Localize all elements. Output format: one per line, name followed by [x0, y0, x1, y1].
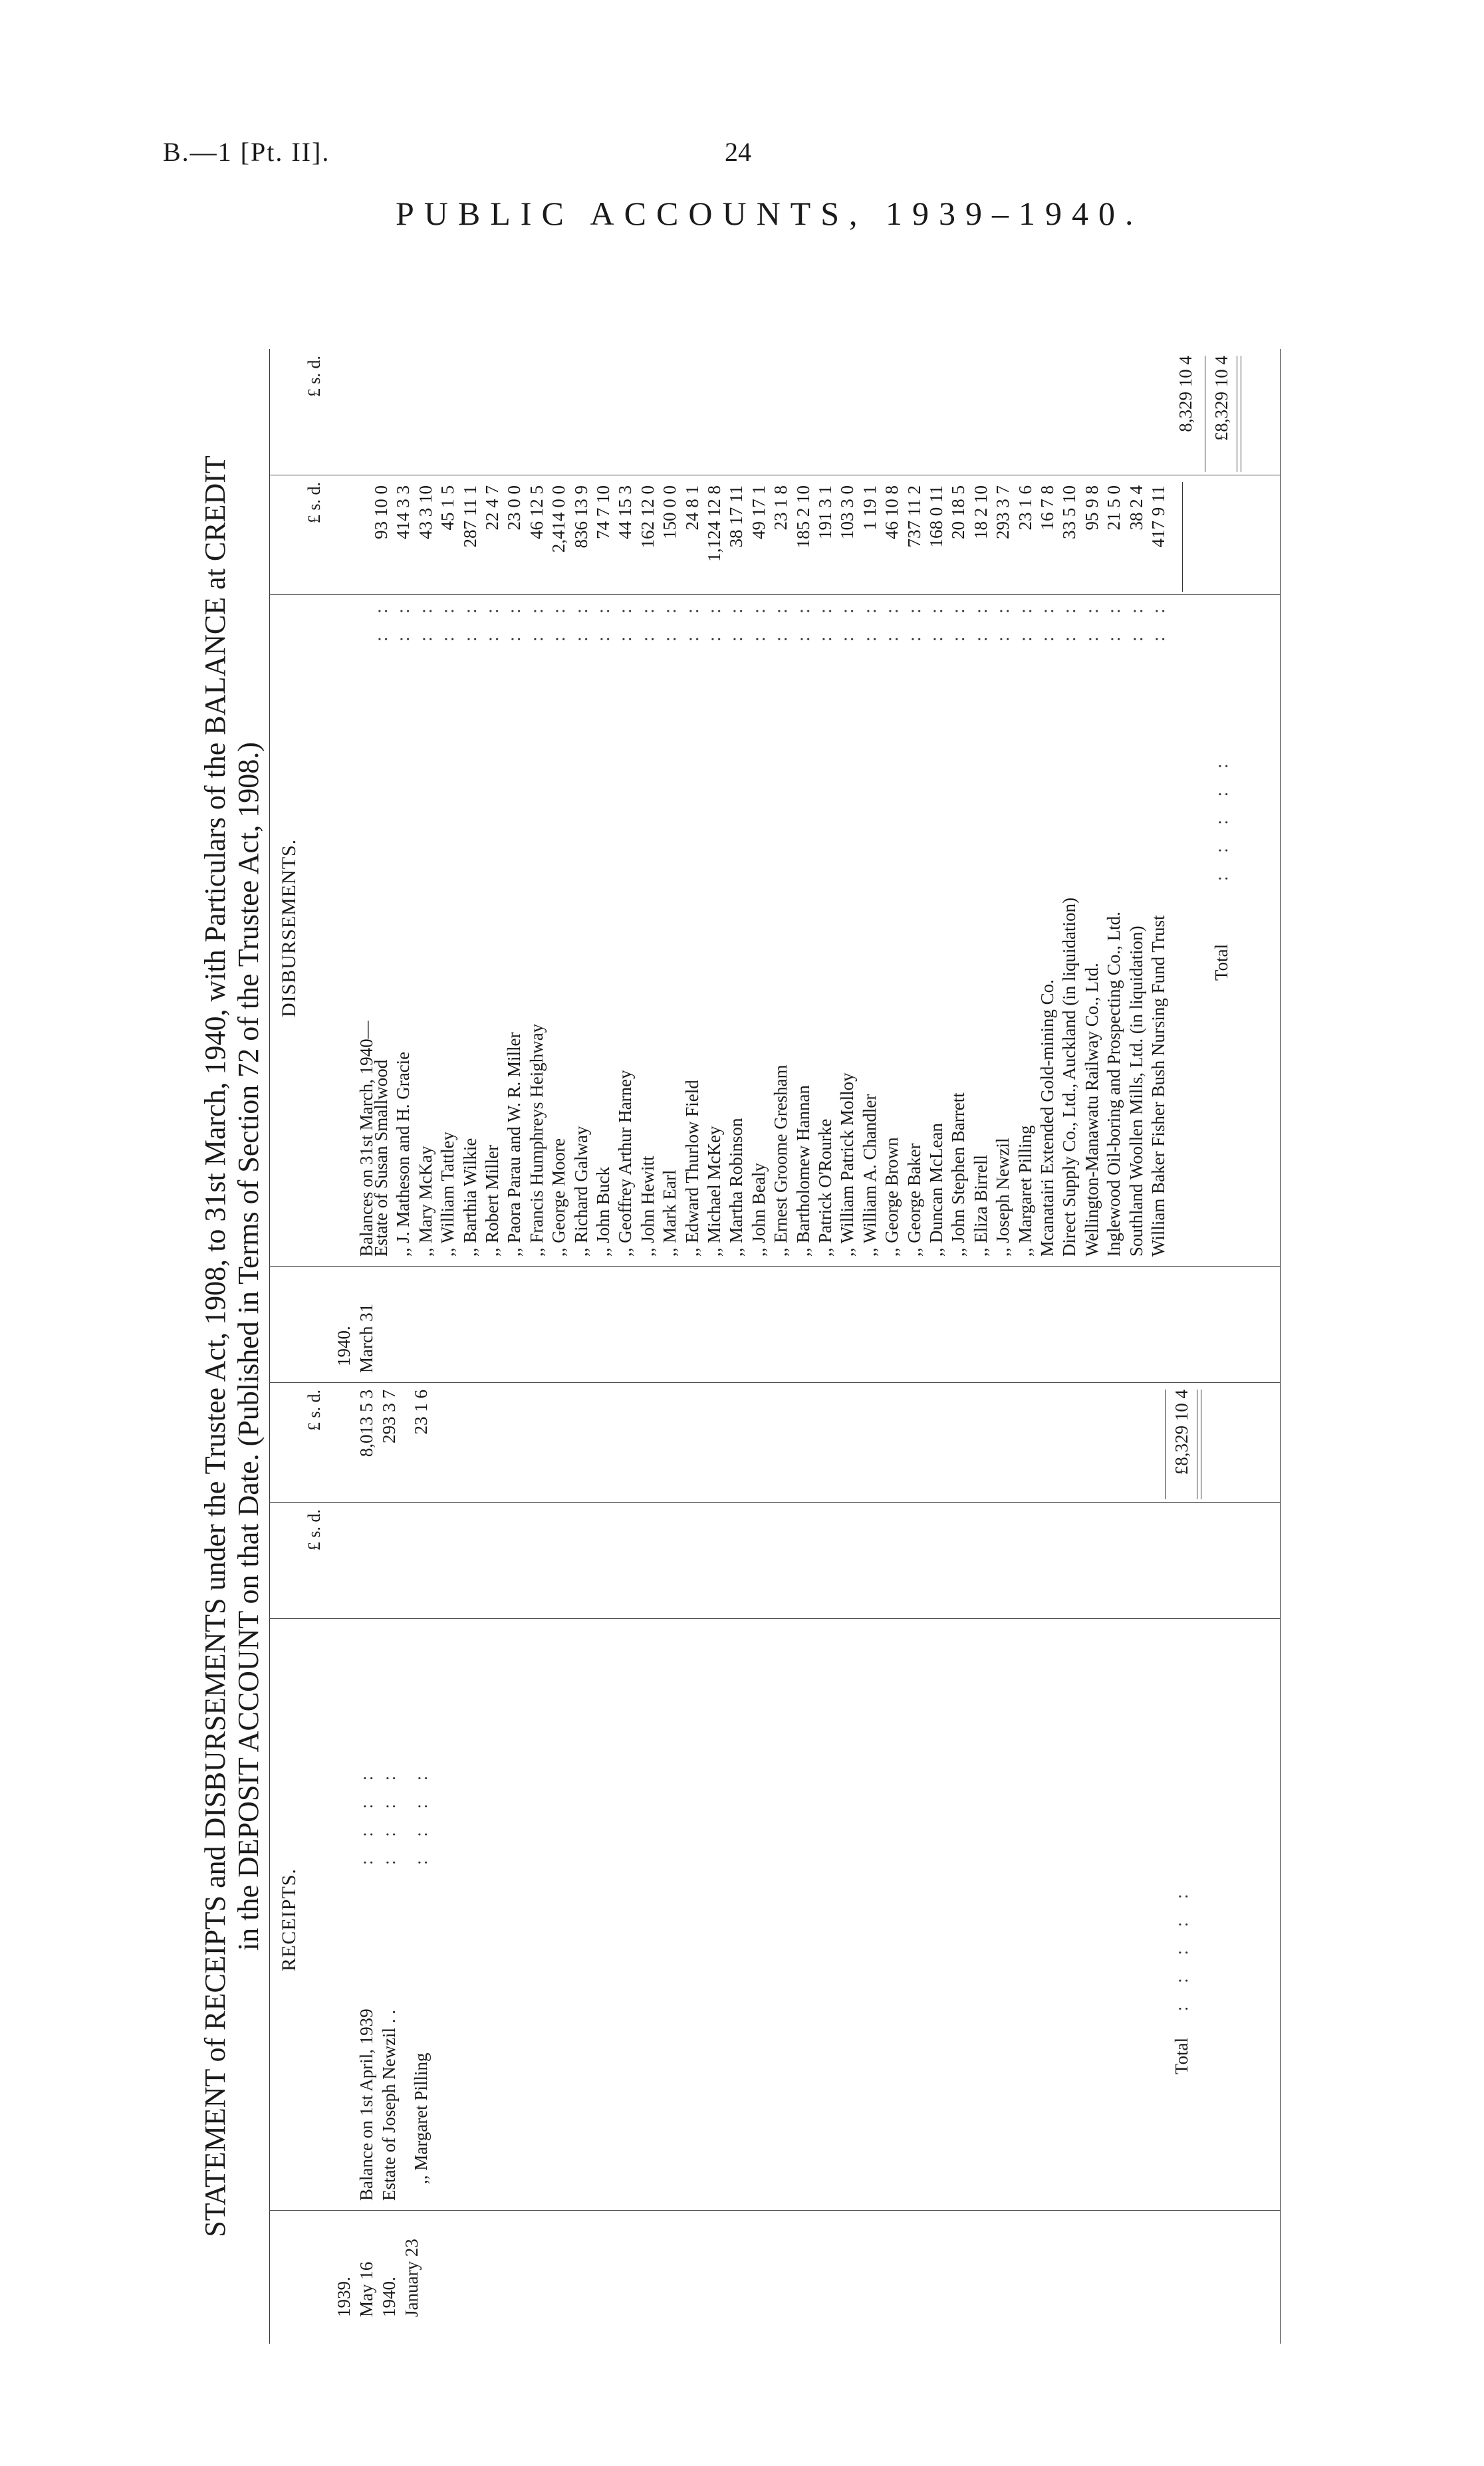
- receipts-unit-col2: £ s. d.: [305, 1390, 324, 1431]
- disbursement-leader: : :: [660, 599, 680, 642]
- disbursement-description: ,, J. Matheson and H. Gracie: [393, 1051, 414, 1257]
- disbursement-amount: 49 17 1: [748, 485, 769, 539]
- receipt-date: 1939.: [334, 2277, 354, 2317]
- disbursement-amount: 293 3 7: [993, 485, 1013, 539]
- disbursement-leader: : :: [748, 599, 769, 642]
- disbursement-description: Direct Supply Co., Ltd., Auckland (in liquidation): [1059, 898, 1080, 1257]
- disb-date-day: March 31: [356, 1303, 376, 1373]
- disbursement-leader: : :: [948, 599, 969, 642]
- disbursement-leader: : :: [904, 599, 924, 642]
- receipts-col1-divider: [269, 1618, 1280, 1619]
- disbursement-leader: : :: [1126, 599, 1146, 642]
- disb-subtotal: 8,329 10 4: [1175, 356, 1195, 432]
- receipt-leader: : : : :: [411, 1766, 431, 1865]
- running-head: PUBLIC ACCOUNTS, 1939–1940.: [396, 195, 1144, 232]
- disb-col1-divider: [269, 594, 1280, 595]
- disbursement-leader: : :: [459, 599, 480, 642]
- statement-subtitle: in the DEPOSIT ACCOUNT on that Date. (Published in Terms of Section 72 of the Trustee Act, 1908.): [232, 742, 265, 1951]
- receipt-date: May 16: [356, 2261, 376, 2317]
- disbursement-leader: : :: [1037, 599, 1057, 642]
- disbursement-leader: : :: [882, 599, 902, 642]
- disbursement-amount: 74 7 10: [593, 485, 613, 539]
- disbursement-description: ,, William Patrick Molloy: [837, 1072, 858, 1257]
- disbursement-description: ,, George Moore: [549, 1138, 569, 1257]
- disb-intro: Balances on 31st March, 1940—: [356, 1021, 376, 1257]
- page-reference: B.—1 [Pt. II].: [163, 137, 330, 167]
- disbursement-leader: : :: [549, 599, 569, 642]
- disbursement-description: ,, Joseph Newzil: [993, 1138, 1013, 1257]
- receipt-date: 1940.: [379, 2277, 399, 2317]
- disbursement-description: ,, George Baker: [904, 1143, 924, 1257]
- disbursement-amount: 16 7 8: [1037, 485, 1057, 531]
- disbursement-leader: : :: [837, 599, 858, 642]
- disbursement-amount: 185 2 10: [793, 485, 813, 549]
- disbursement-leader: : :: [926, 599, 946, 642]
- receipts-total-label: Total: [1172, 2037, 1191, 2074]
- disbursement-leader: : :: [393, 599, 414, 642]
- disbursement-amount: 45 1 5: [437, 485, 458, 531]
- disbursement-description: ,, John Buck: [593, 1167, 613, 1257]
- disbursement-description: ,, William A. Chandler: [859, 1094, 880, 1257]
- disbursements-heading: DISBURSEMENTS.: [278, 838, 300, 1017]
- disbursement-leader: : :: [526, 599, 547, 642]
- receipt-leader: : : : :: [356, 1766, 376, 1865]
- disbursement-amount: 287 11 1: [459, 485, 480, 548]
- disbursement-leader: : :: [637, 599, 658, 642]
- disbursement-amount: 103 3 0: [837, 485, 858, 539]
- disbursement-amount: 191 3 1: [815, 485, 835, 539]
- disbursement-amount: 417 9 11: [1148, 485, 1168, 548]
- disbursement-leader: : :: [726, 599, 747, 642]
- statement-title: STATEMENT of RECEIPTS and DISBURSEMENTS under the Trustee Act, 1908, to 31st March, 1940, with Particulars of the BALANCE at CREDIT: [199, 455, 231, 2237]
- disbursement-leader: : :: [615, 599, 636, 642]
- disbursement-description: Mcanatairi Extended Gold-mining Co.: [1037, 979, 1057, 1257]
- disbursement-amount: 22 4 7: [482, 485, 502, 531]
- disbursement-amount: 737 11 2: [904, 485, 924, 548]
- disbursement-leader: : :: [681, 599, 702, 642]
- receipts-col2-divider: [269, 1502, 1280, 1503]
- disbursement-amount: 33 5 10: [1059, 485, 1080, 539]
- disbursement-leader: : :: [371, 599, 391, 642]
- disbursement-amount: 414 3 3: [393, 485, 414, 539]
- disbursement-leader: : :: [570, 599, 591, 642]
- disbursement-description: ,, Patrick O'Rourke: [815, 1118, 835, 1257]
- disbursement-leader: : :: [859, 599, 880, 642]
- disbursement-amount: 95 9 8: [1081, 485, 1102, 531]
- disbursement-amount: 93 10 0: [371, 485, 391, 539]
- disb-total: £8,329 10 4: [1211, 356, 1231, 441]
- disbursement-description: ,, Michael McKey: [704, 1126, 724, 1257]
- disbursement-amount: 1,124 12 8: [704, 485, 724, 562]
- receipt-description: Balance on 1st April, 1939: [356, 2009, 376, 2201]
- disbursement-amount: 2,414 0 0: [549, 485, 569, 553]
- receipt-leader: : : : :: [379, 1766, 399, 1865]
- receipts-unit-col1: £ s. d.: [305, 1509, 324, 1551]
- disbursement-description: ,, George Brown: [882, 1137, 902, 1257]
- disbursement-amount: 38 17 11: [726, 485, 747, 548]
- disbursement-description: ,, Martha Robinson: [726, 1118, 747, 1257]
- disbursement-leader: : :: [415, 599, 435, 642]
- disbursement-description: ,, Edward Thurlow Field: [681, 1080, 702, 1257]
- disbursement-leader: : :: [1104, 599, 1124, 642]
- disb-unit-col1: £ s. d.: [305, 482, 324, 524]
- disbursement-leader: : :: [482, 599, 502, 642]
- disbursement-amount: 23 1 6: [1015, 485, 1035, 531]
- receipt-amount: 293 3 7: [379, 1390, 399, 1443]
- receipts-heading: RECEIPTS.: [278, 1868, 300, 1971]
- disbursement-amount: 38 2 4: [1126, 485, 1146, 531]
- disbursement-leader: : :: [593, 599, 613, 642]
- disbursement-description: ,, Barthia Wilkie: [459, 1138, 480, 1257]
- disb-total-leader: : : : : :: [1211, 754, 1231, 881]
- receipts-total: £8,329 10 4: [1172, 1390, 1191, 1475]
- disbursement-description: ,, Geoffrey Arthur Harney: [615, 1070, 636, 1257]
- table-top-rule: [269, 349, 270, 2344]
- disbursement-amount: 18 2 10: [970, 485, 991, 539]
- disbursement-leader: : :: [1015, 599, 1035, 642]
- disbursement-leader: : :: [704, 599, 724, 642]
- statement-table: [199, 349, 1297, 2344]
- disbursement-leader: : :: [504, 599, 525, 642]
- receipt-amount: 8,013 5 3: [356, 1390, 376, 1457]
- page-number: 24: [725, 137, 751, 167]
- disbursement-amount: 23 1 8: [771, 485, 791, 531]
- receipt-description: ,, Margaret Pilling: [411, 2052, 431, 2184]
- disbursement-description: ,, John Bealy: [748, 1163, 769, 1257]
- disbursement-description: ,, Robert Miller: [482, 1145, 502, 1257]
- disbursement-leader: : :: [993, 599, 1013, 642]
- disb-date-divider: [269, 1266, 1280, 1267]
- disbursement-leader: : :: [1148, 599, 1168, 642]
- disbursement-amount: 21 5 0: [1104, 485, 1124, 531]
- disbursement-description: ,, Margaret Pilling: [1015, 1125, 1035, 1257]
- disbursement-description: William Baker Fisher Bush Nursing Fund Trust: [1148, 915, 1168, 1257]
- receipt-description: Estate of Joseph Newzil . .: [379, 2009, 399, 2201]
- disbursement-description: Inglewood Oil-boring and Prospecting Co., Ltd.: [1104, 912, 1124, 1257]
- disbursement-description: ,, Mark Earl: [660, 1170, 680, 1257]
- receipts-total-rule-top: [1165, 1390, 1166, 1499]
- disbursement-description: ,, Mary McKay: [415, 1146, 435, 1257]
- disbursement-leader: : :: [437, 599, 458, 642]
- disbursement-amount: 150 0 0: [660, 485, 680, 539]
- disbursement-amount: 20 18 5: [948, 485, 969, 539]
- disbursement-description: ,, Eliza Birrell: [970, 1155, 991, 1257]
- disbursement-description: ,, William Tattley: [437, 1132, 458, 1257]
- receipts-total-leader: : : : : :: [1172, 1884, 1191, 2011]
- disbursement-leader: : :: [1059, 599, 1080, 642]
- disbursement-amount: 23 0 0: [504, 485, 525, 531]
- disbursement-description: ,, John Stephen Barrett: [948, 1092, 969, 1257]
- disbursement-amount: 46 10 8: [882, 485, 902, 539]
- disbursement-amount: 1 19 1: [859, 485, 880, 531]
- disb-unit-col2: £ s. d.: [305, 356, 324, 398]
- disbursement-amount: 168 0 11: [926, 485, 946, 548]
- center-divider: [269, 1382, 1280, 1383]
- disbursement-description: ,, Francis Humphreys Heighway: [526, 1023, 547, 1257]
- disb-subtotal-rule: [1182, 482, 1183, 592]
- disbursement-description: Estate of Susan Smallwood: [371, 1059, 391, 1257]
- disbursement-description: ,, Duncan McLean: [926, 1123, 946, 1257]
- disbursement-description: ,, Richard Galway: [570, 1126, 591, 1257]
- disbursement-description: ,, Paora Parau and W. R. Miller: [504, 1032, 525, 1257]
- disbursement-leader: : :: [793, 599, 813, 642]
- receipt-amount: 23 1 6: [411, 1390, 431, 1435]
- disbursement-amount: 24 8 1: [681, 485, 702, 531]
- disbursement-leader: : :: [970, 599, 991, 642]
- table-bottom-rule: [1280, 349, 1281, 2344]
- receipt-date: January 23: [402, 2239, 422, 2317]
- disbursement-description: ,, Bartholomew Hannan: [793, 1085, 813, 1257]
- disbursement-leader: : :: [815, 599, 835, 642]
- disbursement-amount: 44 15 3: [615, 485, 636, 539]
- disbursement-description: Wellington-Manawatu Railway Co., Ltd.: [1081, 963, 1102, 1257]
- receipts-date-divider: [269, 2210, 1280, 2211]
- disbursement-amount: 836 13 9: [570, 485, 591, 549]
- disbursement-description: Southland Woollen Mills, Ltd. (in liquidation): [1126, 925, 1146, 1257]
- disbursement-description: ,, Ernest Groome Gresham: [771, 1064, 791, 1257]
- disb-date-year: 1940.: [334, 1326, 354, 1366]
- disbursement-amount: 43 3 10: [415, 485, 435, 539]
- disbursement-leader: : :: [771, 599, 791, 642]
- disb-total-label: Total: [1211, 943, 1231, 981]
- disbursement-description: ,, John Hewitt: [637, 1156, 658, 1257]
- disbursement-leader: : :: [1081, 599, 1102, 642]
- disbursement-amount: 162 12 0: [637, 485, 658, 549]
- disbursement-amount: 46 12 5: [526, 485, 547, 539]
